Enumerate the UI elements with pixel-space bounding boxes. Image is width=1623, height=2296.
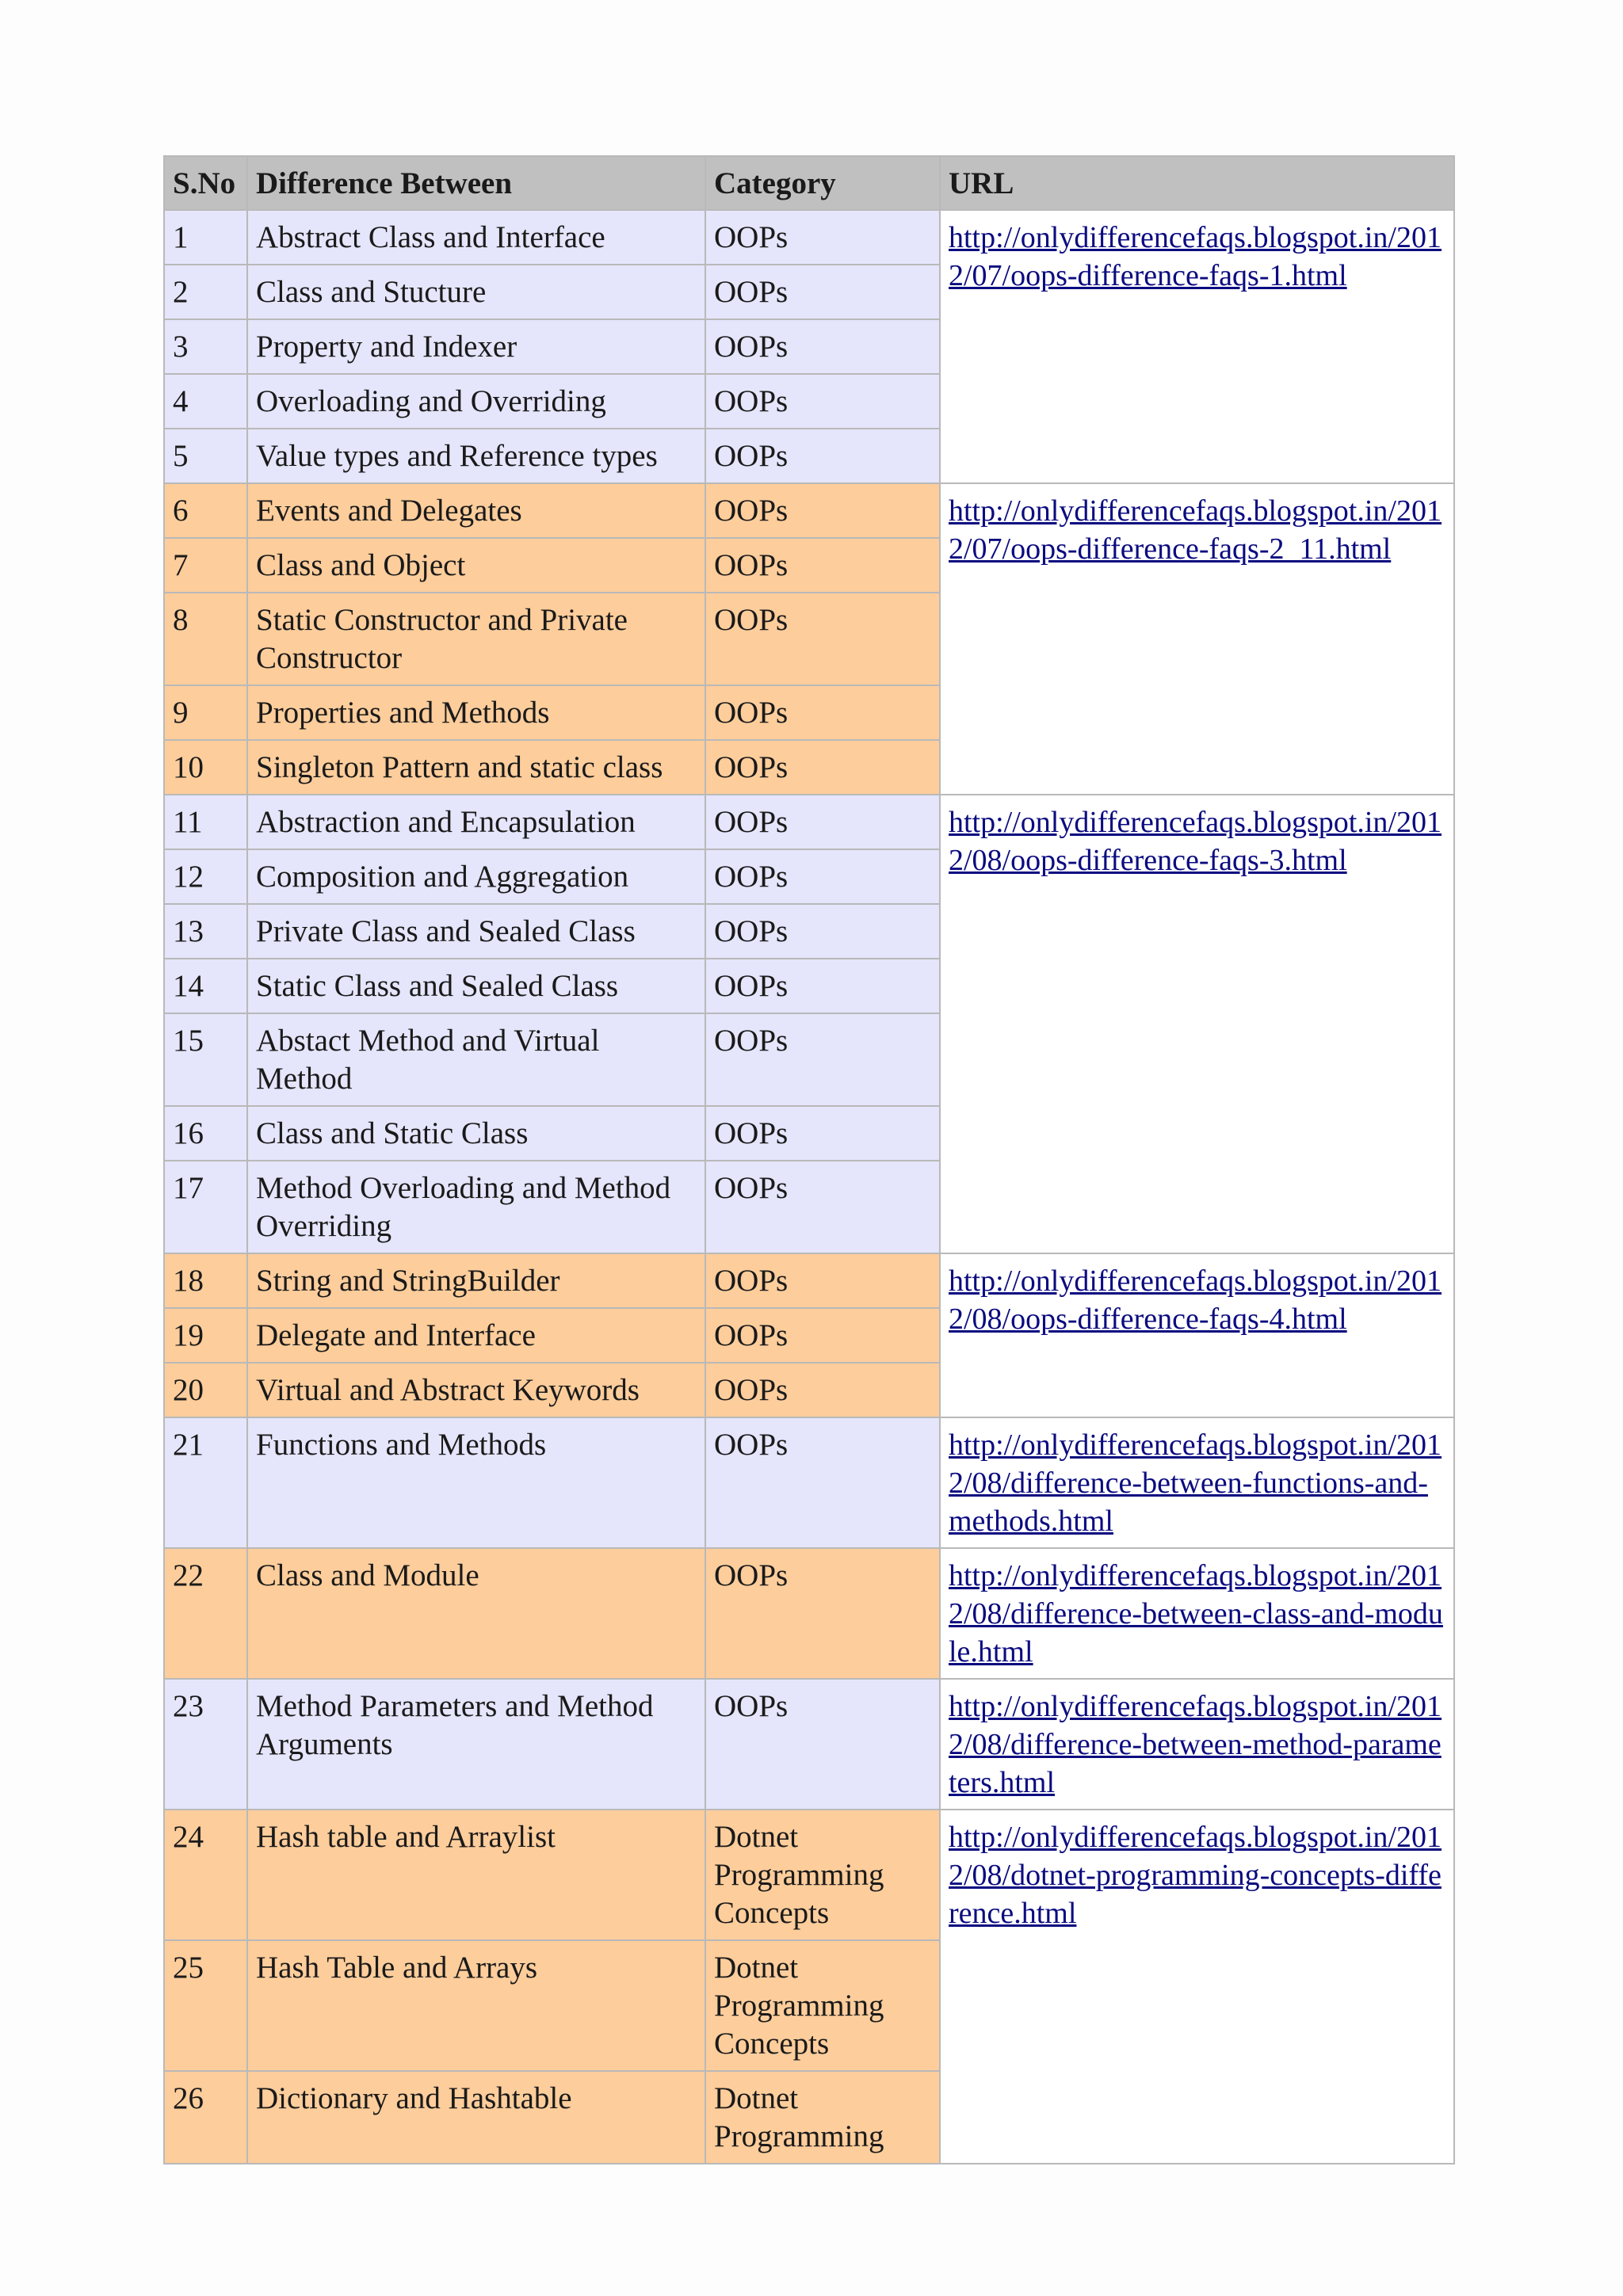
cell-sno: 10	[164, 740, 247, 795]
cell-url	[940, 1253, 1454, 1417]
url-link[interactable]: http://onlydifferencefaqs.blogspot.in/2012/08/oops-difference-faqs-3.html	[949, 806, 1442, 877]
url-link[interactable]: http://onlydifferencefaqs.blogspot.in/2012/08/difference-between-method-parameters.html	[949, 1690, 1442, 1799]
cell-sno: 18	[164, 1253, 247, 1308]
cell-category: OOPs	[705, 265, 940, 319]
cell-category: OOPs	[705, 1013, 940, 1106]
cell-difference: Functions and Methods	[247, 1417, 705, 1548]
cell-sno: 25	[164, 1940, 247, 2071]
cell-difference: Properties and Methods	[247, 685, 705, 740]
cell-category: OOPs	[705, 1308, 940, 1363]
table-row	[164, 210, 1454, 265]
cell-difference: Value types and Reference types	[247, 429, 705, 483]
cell-category: Dotnet Programming Concepts	[705, 1810, 940, 1940]
cell-sno: 14	[164, 959, 247, 1013]
cell-url	[940, 210, 1454, 483]
table-row	[164, 1253, 1454, 1308]
cell-difference: Virtual and Abstract Keywords	[247, 1363, 705, 1417]
table-row	[164, 795, 1454, 849]
url-link[interactable]: http://onlydifferencefaqs.blogspot.in/2012/08/dotnet-programming-concepts-difference.html	[949, 1821, 1442, 1930]
cell-sno: 6	[164, 483, 247, 538]
cell-sno: 26	[164, 2071, 247, 2164]
header-url: URL	[940, 156, 1454, 210]
table-header-row	[164, 156, 1454, 210]
cell-sno: 19	[164, 1308, 247, 1363]
header-difference-between: Difference Between	[247, 156, 705, 210]
cell-sno: 20	[164, 1363, 247, 1417]
cell-sno: 5	[164, 429, 247, 483]
table-row	[164, 1417, 1454, 1548]
cell-sno: 8	[164, 593, 247, 685]
cell-difference: Static Constructor and Private Constructor	[247, 593, 705, 685]
cell-category: OOPs	[705, 740, 940, 795]
cell-url	[940, 1810, 1454, 2164]
url-link[interactable]: http://onlydifferencefaqs.blogspot.in/2012/08/difference-between-class-and-module.html	[949, 1559, 1443, 1669]
cell-sno: 16	[164, 1106, 247, 1161]
cell-difference: Composition and Aggregation	[247, 849, 705, 904]
cell-url	[940, 1679, 1454, 1810]
cell-difference: Delegate and Interface	[247, 1308, 705, 1363]
cell-sno: 2	[164, 265, 247, 319]
cell-difference: Abstraction and Encapsulation	[247, 795, 705, 849]
cell-category: OOPs	[705, 210, 940, 265]
url-link[interactable]: http://onlydifferencefaqs.blogspot.in/2012/07/oops-difference-faqs-2_11.html	[949, 494, 1442, 566]
cell-url	[940, 795, 1454, 1253]
table-row	[164, 1679, 1454, 1810]
cell-difference: Class and Object	[247, 538, 705, 593]
cell-difference: Abstract Class and Interface	[247, 210, 705, 265]
cell-category: OOPs	[705, 429, 940, 483]
cell-sno: 11	[164, 795, 247, 849]
header-category: Category	[705, 156, 940, 210]
cell-category: OOPs	[705, 1161, 940, 1253]
table-body	[164, 210, 1454, 2164]
cell-difference: Dictionary and Hashtable	[247, 2071, 705, 2164]
cell-category: OOPs	[705, 374, 940, 429]
cell-sno: 23	[164, 1679, 247, 1810]
cell-url	[940, 483, 1454, 795]
cell-category: OOPs	[705, 593, 940, 685]
cell-sno: 9	[164, 685, 247, 740]
cell-category: OOPs	[705, 1363, 940, 1417]
cell-sno: 13	[164, 904, 247, 959]
cell-difference: Method Parameters and Method Arguments	[247, 1679, 705, 1810]
cell-sno: 15	[164, 1013, 247, 1106]
header-sno: S.No	[164, 156, 247, 210]
cell-difference: Overloading and Overriding	[247, 374, 705, 429]
cell-difference: Private Class and Sealed Class	[247, 904, 705, 959]
cell-sno: 17	[164, 1161, 247, 1253]
cell-difference: Hash table and Arraylist	[247, 1810, 705, 1940]
table-row	[164, 1810, 1454, 1940]
cell-sno: 24	[164, 1810, 247, 1940]
cell-difference: String and StringBuilder	[247, 1253, 705, 1308]
cell-sno: 4	[164, 374, 247, 429]
cell-difference: Class and Stucture	[247, 265, 705, 319]
cell-category: OOPs	[705, 685, 940, 740]
cell-category: Dotnet Programming Concepts	[705, 1940, 940, 2071]
cell-url	[940, 1417, 1454, 1548]
cell-category: OOPs	[705, 538, 940, 593]
cell-category: OOPs	[705, 1679, 940, 1810]
cell-sno: 1	[164, 210, 247, 265]
cell-difference: Abstact Method and Virtual Method	[247, 1013, 705, 1106]
cell-difference: Class and Static Class	[247, 1106, 705, 1161]
cell-category: OOPs	[705, 795, 940, 849]
cell-sno: 22	[164, 1548, 247, 1679]
table-row	[164, 1548, 1454, 1679]
cell-category: OOPs	[705, 849, 940, 904]
cell-difference: Events and Delegates	[247, 483, 705, 538]
cell-category: OOPs	[705, 319, 940, 374]
cell-category: OOPs	[705, 1253, 940, 1308]
difference-table	[163, 155, 1455, 2164]
url-link[interactable]: http://onlydifferencefaqs.blogspot.in/2012/08/oops-difference-faqs-4.html	[949, 1264, 1442, 1336]
cell-difference: Class and Module	[247, 1548, 705, 1679]
cell-sno: 3	[164, 319, 247, 374]
url-link[interactable]: http://onlydifferencefaqs.blogspot.in/2012/07/oops-difference-faqs-1.html	[949, 221, 1442, 292]
table-row	[164, 483, 1454, 538]
cell-difference: Static Class and Sealed Class	[247, 959, 705, 1013]
cell-category: OOPs	[705, 483, 940, 538]
cell-sno: 12	[164, 849, 247, 904]
url-link[interactable]: http://onlydifferencefaqs.blogspot.in/2012/08/difference-between-functions-and-methods.html	[949, 1428, 1442, 1538]
cell-difference: Hash Table and Arrays	[247, 1940, 705, 2071]
cell-sno: 7	[164, 538, 247, 593]
cell-category: OOPs	[705, 1106, 940, 1161]
cell-category: OOPs	[705, 959, 940, 1013]
cell-url	[940, 1548, 1454, 1679]
cell-category: OOPs	[705, 1548, 940, 1679]
cell-category: OOPs	[705, 1417, 940, 1548]
cell-category: Dotnet Programming	[705, 2071, 940, 2164]
cell-sno: 21	[164, 1417, 247, 1548]
cell-difference: Method Overloading and Method Overriding	[247, 1161, 705, 1253]
cell-category: OOPs	[705, 904, 940, 959]
cell-difference: Singleton Pattern and static class	[247, 740, 705, 795]
cell-difference: Property and Indexer	[247, 319, 705, 374]
